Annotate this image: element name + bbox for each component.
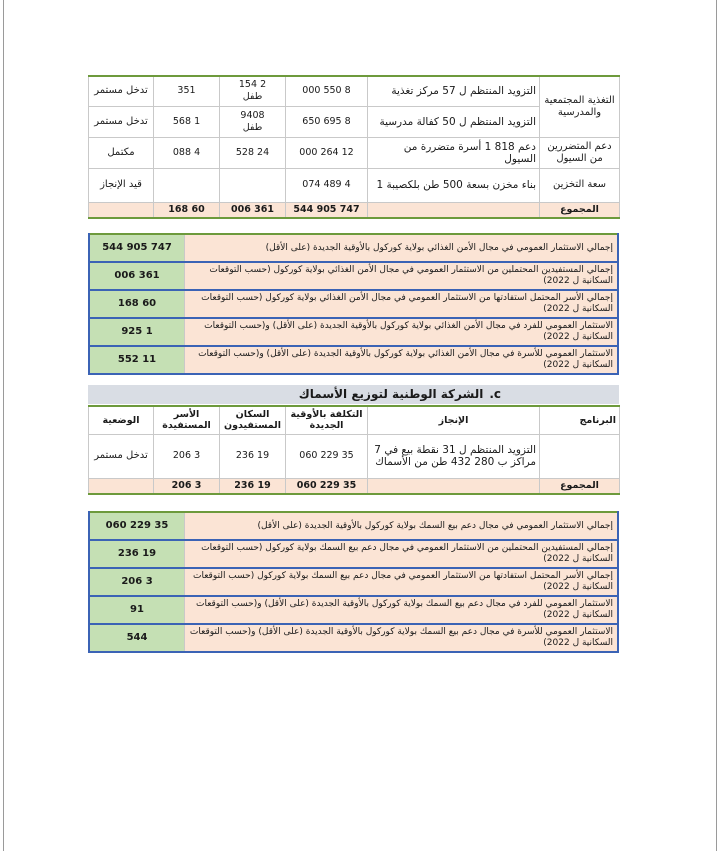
header-cost: التكلفة بالأوقية الجديدة (286, 406, 368, 434)
header-residents: السكان المستفيدون (220, 406, 286, 434)
header-program: البرنامج (540, 406, 620, 434)
achievement-cell: دعم 818 1 أسرة متضررة من السيول (368, 137, 540, 168)
section-c-heading (88, 385, 619, 404)
families-cell: 1 568 (154, 106, 220, 137)
cost-cell: 8 550 000 (286, 76, 368, 106)
total-cost: 747 905 544 (286, 202, 368, 218)
achievement-cell: التزويد المنتظم ل 50 كفالة مدرسية (368, 106, 540, 137)
summary-label: الاستثمار العمومي للأسرة في مجال الأمن الغذائي بولاية كوركول بالأوقية الجديدة (على الأقل) و(حسب التوقعات السكانية ل 2022) (185, 346, 619, 374)
header-achievement: الإنجاز (368, 406, 540, 434)
summary-row (89, 512, 618, 540)
summary-value: 11 552 (89, 346, 185, 374)
summary-row (89, 596, 618, 624)
summary-label: إجمالي الاستثمار العمومي في مجال دعم بيع السمك بولاية كوركول بالأوقية الجديدة (على الأقل) (185, 512, 619, 540)
residents-cell (220, 168, 286, 202)
summary-value: 544 (89, 624, 185, 652)
cost-cell: 4 489 074 (286, 168, 368, 202)
summary-label: الاستثمار العمومي للفرد في مجال دعم بيع السمك بولاية كوركول بالأوقية الجديدة (على الأقل) و(حسب التوقعات السكانية ل 2022) (185, 596, 619, 624)
program-cell: التغذية المجتمعية والمدرسية (540, 76, 620, 137)
summary-row (89, 540, 618, 568)
program-cell: دعم المتضررين من السيول (540, 137, 620, 168)
page-border-left (3, 0, 4, 851)
families-cell: 351 (154, 76, 220, 106)
summary-label: الاستثمار العمومي للأسرة في مجال دعم بيع السمك بولاية كوركول بالأوقية الجديدة (على الأقل) و(حسب التوقعات السكانية ل 2022) (185, 624, 619, 652)
total-residents: 19 236 (220, 478, 286, 494)
total-label: المجموع (540, 202, 620, 218)
total-row (89, 202, 620, 218)
cost-cell: 12 264 000 (286, 137, 368, 168)
families-cell: 3 206 (154, 434, 220, 478)
status-cell: تدخل مستمر (89, 434, 154, 478)
total-empty (368, 478, 540, 494)
section-letter: c. (489, 387, 501, 401)
total-row (89, 478, 620, 494)
summary-value: 361 006 (89, 262, 185, 290)
cost-cell: 8 695 650 (286, 106, 368, 137)
fish-sales-summary-table (88, 511, 619, 653)
families-cell: 4 088 (154, 137, 220, 168)
summary-row (89, 262, 618, 290)
summary-row (89, 290, 618, 318)
summary-row (89, 568, 618, 596)
summary-value: 3 206 (89, 568, 185, 596)
table-row (89, 434, 620, 478)
header-families: الأسر المستفيدة (154, 406, 220, 434)
header-status: الوضعية (89, 406, 154, 434)
header-row (89, 406, 620, 434)
fish-distribution-table (88, 405, 619, 495)
section-title: الشركة الوطنية لتوزيع الأسماك (298, 387, 484, 401)
food-security-summary-table (88, 233, 619, 375)
residents-cell: 9408 طفل (220, 106, 286, 137)
summary-value: 747 905 544 (89, 234, 185, 262)
summary-row (89, 318, 618, 346)
total-status-empty (89, 202, 154, 218)
status-cell: قيد الإنجاز (89, 168, 154, 202)
residents-cell: 19 236 (220, 434, 286, 478)
families-cell (154, 168, 220, 202)
residents-cell: 2 154 طفل (220, 76, 286, 106)
total-residents: 361 006 (220, 202, 286, 218)
program-cell (540, 434, 620, 478)
achievement-cell: بناء مخزن بسعة 500 طن بلكصيبة 1 (368, 168, 540, 202)
summary-label: الاستثمار العمومي للفرد في مجال الأمن الغذائي بولاية كوركول بالأوقية الجديدة (على الأقل) و(حسب التوقعات السكانية ل 2022) (185, 318, 619, 346)
summary-value: 1 925 (89, 318, 185, 346)
total-families: 3 206 (154, 478, 220, 494)
total-cost: 35 229 060 (286, 478, 368, 494)
summary-value: 19 236 (89, 540, 185, 568)
total-empty (368, 202, 540, 218)
total-label: المجموع (540, 478, 620, 494)
summary-row (89, 234, 618, 262)
status-cell: تدخل مستمر (89, 76, 154, 106)
summary-value: 35 229 060 (89, 512, 185, 540)
summary-label: إجمالي الاستثمار العمومي في مجال الأمن الغذائي بولاية كوركول بالأوقية الجديدة (على الأقل) (185, 234, 619, 262)
program-cell: سعة التخزين (540, 168, 620, 202)
table-row (89, 137, 620, 168)
summary-value: 60 168 (89, 290, 185, 318)
table-row (89, 168, 620, 202)
summary-label: إجمالي المستفيدين المحتملين من الاستثمار العمومي في مجال الأمن الغذائي بولاية كوركول (حسب التوقعات السكانية ل 2022) (185, 262, 619, 290)
summary-label: إجمالي الأسر المحتمل استفادتها من الاستثمار العمومي في مجال دعم بيع السمك بولاية كوركول (حسب التوقعات السكانية ل 2022) (185, 568, 619, 596)
food-security-programs-table (88, 75, 619, 219)
summary-value: 91 (89, 596, 185, 624)
achievement-cell: التزويد المنتظم ل 31 نقطة بيع في 7 مراكز ب 280 432 طن من الأسماك (368, 434, 540, 478)
total-families: 60 168 (154, 202, 220, 218)
summary-label: إجمالي المستفيدين المحتملين من الاستثمار العمومي في مجال دعم بيع السمك بولاية كوركول (حسب التوقعات السكانية ل 2022) (185, 540, 619, 568)
status-cell: مكتمل (89, 137, 154, 168)
achievement-cell: التزويد المنتظم ل 57 مركز تغذية (368, 76, 540, 106)
residents-cell: 24 528 (220, 137, 286, 168)
page-border-right (716, 0, 717, 851)
status-cell: تدخل مستمر (89, 106, 154, 137)
summary-row (89, 346, 618, 374)
summary-label: إجمالي الأسر المحتمل استفادتها من الاستثمار العمومي في مجال الأمن الغذائي بولاية كوركول (حسب التوقعات السكانية ل 2022) (185, 290, 619, 318)
cost-cell: 35 229 060 (286, 434, 368, 478)
total-status-empty (89, 478, 154, 494)
table-row (89, 76, 620, 106)
summary-row (89, 624, 618, 652)
